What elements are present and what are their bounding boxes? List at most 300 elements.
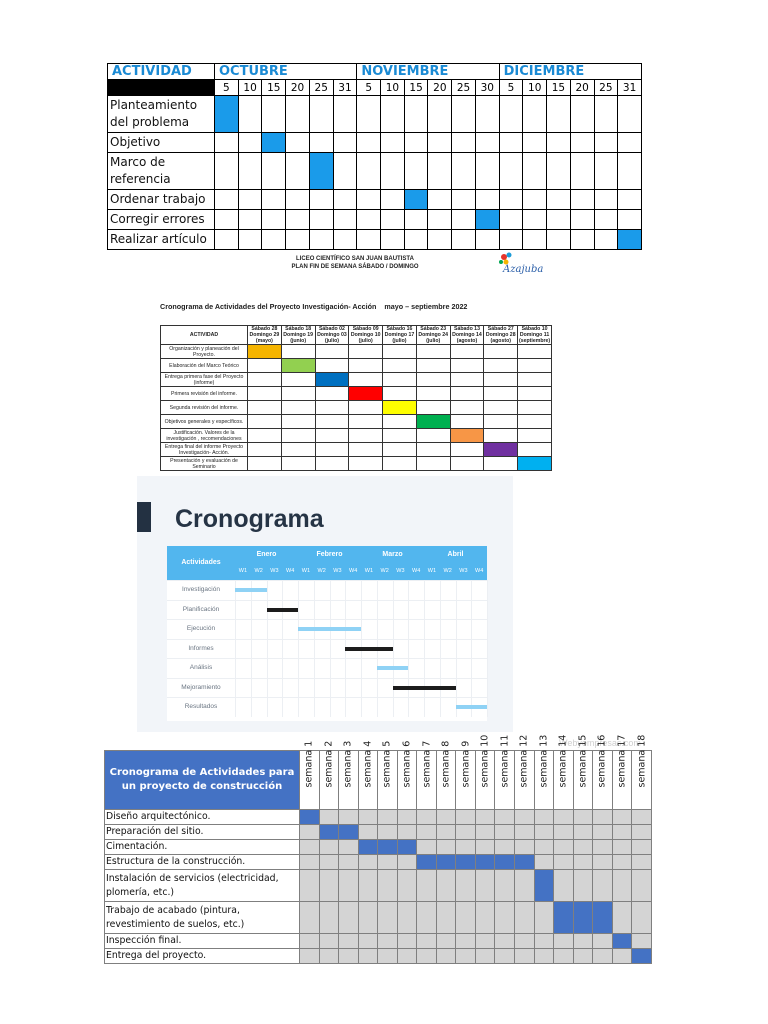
chart4-week-label: semana 16 bbox=[596, 734, 608, 787]
chart4-cell bbox=[436, 949, 456, 964]
chart2-cell bbox=[484, 387, 518, 401]
chart1-cell bbox=[333, 190, 357, 210]
chart1-cell bbox=[499, 190, 523, 210]
chart4-cell bbox=[632, 810, 652, 825]
chart1-row bbox=[108, 230, 642, 250]
chart4-cell bbox=[573, 949, 593, 964]
chart4-activity-label: Inspección final. bbox=[105, 934, 300, 949]
chart4-cell bbox=[378, 825, 398, 840]
chart3-week-label: W4 bbox=[282, 563, 298, 580]
chart4-cell bbox=[319, 870, 339, 902]
chart1-activity-label: Corregir errores bbox=[108, 210, 215, 230]
chart4-activity-label: Cimentación. bbox=[105, 840, 300, 855]
chart4-week-header bbox=[495, 734, 515, 810]
chart1-row bbox=[108, 133, 642, 153]
chart2-activity-label: Organización y planeación del Proyecto. bbox=[161, 345, 248, 359]
chart4-cell bbox=[339, 870, 359, 902]
chart1-day-label: 15 bbox=[262, 80, 286, 96]
chart1-cell bbox=[570, 190, 594, 210]
chart1-cell bbox=[286, 190, 310, 210]
chart3-week-label: W1 bbox=[298, 563, 314, 580]
chart3-bar bbox=[377, 666, 409, 670]
chart4-bar bbox=[573, 902, 593, 934]
chart4-week-label: semana 4 bbox=[362, 740, 374, 787]
chart2-cell bbox=[315, 345, 349, 359]
chart1-cell bbox=[594, 133, 618, 153]
chart1-cell bbox=[286, 230, 310, 250]
chart1-bar bbox=[404, 190, 428, 210]
chart4-week-label: semana 13 bbox=[538, 734, 550, 787]
chart4-week-label: semana 10 bbox=[479, 734, 491, 787]
chart1-activity-label: Marco de referencia bbox=[108, 153, 215, 190]
chart2-cell bbox=[248, 429, 282, 443]
chart4-week-header bbox=[417, 740, 437, 810]
chart3-week-label: W2 bbox=[440, 563, 456, 580]
chart1-cell bbox=[452, 190, 476, 210]
chart4-cell bbox=[475, 902, 495, 934]
chart4-cell bbox=[339, 810, 359, 825]
chart4-cell bbox=[436, 934, 456, 949]
chart4-week-header bbox=[534, 734, 554, 810]
chart4-cell bbox=[475, 870, 495, 902]
chart3-bar bbox=[345, 647, 392, 651]
chart4-cell bbox=[475, 934, 495, 949]
chart4-cell bbox=[593, 949, 613, 964]
chart2-cell bbox=[450, 373, 484, 387]
chart2-bar bbox=[450, 429, 484, 443]
chart1-cell bbox=[428, 230, 452, 250]
chart2-activity-label: Justificación. Valores de la investigación , recomendaciones bbox=[161, 429, 248, 443]
chart1-cell bbox=[404, 96, 428, 133]
chart4-cell bbox=[300, 840, 320, 855]
chart2-cell bbox=[484, 373, 518, 387]
chart4-bar bbox=[456, 855, 476, 870]
chart2-cell bbox=[248, 359, 282, 373]
chart3-task-label: Ejecución bbox=[186, 625, 216, 632]
chart4-cell bbox=[339, 934, 359, 949]
chart4-bar bbox=[436, 855, 456, 870]
chart3-week-label: W4 bbox=[408, 563, 424, 580]
chart2-activity-label: Entrega primera fase del Proyecto (informe) bbox=[161, 373, 248, 387]
chart4-week-header bbox=[339, 740, 359, 810]
chart4-cell bbox=[554, 870, 574, 902]
chart4-cell bbox=[573, 870, 593, 902]
chart1-cell bbox=[238, 96, 262, 133]
chart4-cell bbox=[456, 840, 476, 855]
chart1-activity-label: Realizar artículo bbox=[108, 230, 215, 250]
chart3-week-label: W3 bbox=[393, 563, 409, 580]
chart3-week-label: W2 bbox=[251, 563, 267, 580]
chart3-week-label: W1 bbox=[424, 563, 440, 580]
chart2-cell bbox=[383, 443, 417, 457]
chart1-row bbox=[108, 210, 642, 230]
chart2-cell bbox=[450, 359, 484, 373]
chart1-cell bbox=[404, 230, 428, 250]
chart2-cell bbox=[518, 345, 552, 359]
chart4-cell bbox=[475, 949, 495, 964]
chart2-bar bbox=[383, 401, 417, 415]
chart2-cell bbox=[248, 457, 282, 471]
chart3-bar bbox=[267, 608, 299, 612]
chart2-cell bbox=[349, 457, 383, 471]
chart2-column-header: Sábado 13 Domingo 14 (agosto) bbox=[450, 326, 484, 345]
chart1-cell bbox=[357, 230, 381, 250]
chart1-cell bbox=[452, 133, 476, 153]
chart1-day-label: 5 bbox=[499, 80, 523, 96]
chart1-cell bbox=[404, 153, 428, 190]
chart4-week-label: semana 17 bbox=[616, 734, 628, 787]
chart1-cell bbox=[594, 190, 618, 210]
chart3-title: Cronograma bbox=[175, 505, 324, 533]
chart4-cell bbox=[632, 840, 652, 855]
chart4-cell bbox=[632, 934, 652, 949]
chart4-week-label: semana 15 bbox=[577, 734, 589, 787]
chart3-gridline bbox=[487, 580, 488, 717]
chart2-cell bbox=[450, 387, 484, 401]
chart4-cell bbox=[495, 840, 515, 855]
chart4-cell bbox=[495, 934, 515, 949]
logo-text: Azajuba bbox=[503, 264, 544, 275]
chart4-cell bbox=[319, 855, 339, 870]
chart4-cell bbox=[417, 949, 437, 964]
chart2-row bbox=[161, 457, 552, 471]
chart3-week-label: W1 bbox=[361, 563, 377, 580]
chart1-cell bbox=[618, 96, 642, 133]
chart4-activity-label: Trabajo de acabado (pintura, revestimiento de suelos, etc.) bbox=[105, 902, 300, 934]
chart1-cell bbox=[523, 190, 547, 210]
chart1-cell bbox=[499, 96, 523, 133]
chart2-heading: Cronograma de Actividades del Proyecto Investigación- Acción mayo – septiembre 2022 bbox=[160, 302, 468, 311]
chart1-bar bbox=[618, 230, 642, 250]
chart1-cell bbox=[499, 153, 523, 190]
chart4-cell bbox=[593, 810, 613, 825]
chart1-day-label: 20 bbox=[428, 80, 452, 96]
chart2-row bbox=[161, 359, 552, 373]
chart2-row bbox=[161, 345, 552, 359]
chart4-week-header bbox=[593, 734, 613, 810]
chart1-cell bbox=[570, 96, 594, 133]
school-logo bbox=[494, 250, 544, 276]
chart1-cell bbox=[381, 230, 405, 250]
chart1-bar bbox=[262, 133, 286, 153]
chart2-column-header: Sábado 16 Domingo 17 (julio) bbox=[383, 326, 417, 345]
chart4-row bbox=[105, 810, 652, 825]
chart4-cell bbox=[515, 949, 535, 964]
chart2-cell bbox=[349, 359, 383, 373]
chart4-cell bbox=[573, 934, 593, 949]
chart1-cell bbox=[475, 96, 499, 133]
chart2-cell bbox=[484, 429, 518, 443]
chart3-month-label: Abril bbox=[424, 546, 487, 563]
chart4-cell bbox=[339, 949, 359, 964]
chart4-week-label: semana 8 bbox=[440, 740, 452, 787]
chart1-cell bbox=[523, 210, 547, 230]
chart1-cell bbox=[428, 133, 452, 153]
chart4-week-header bbox=[573, 734, 593, 810]
chart1-day-label: 15 bbox=[547, 80, 571, 96]
chart2-cell bbox=[383, 387, 417, 401]
chart2-row bbox=[161, 401, 552, 415]
chart2-cell bbox=[281, 373, 315, 387]
chart2-cell bbox=[281, 401, 315, 415]
chart2-cell bbox=[450, 345, 484, 359]
chart1-cell bbox=[238, 210, 262, 230]
chart3-gantt bbox=[167, 546, 487, 721]
chart4-cell bbox=[515, 840, 535, 855]
chart1-table bbox=[107, 63, 642, 250]
chart4-cell bbox=[319, 949, 339, 964]
chart4-cell bbox=[515, 810, 535, 825]
chart4-cell bbox=[554, 825, 574, 840]
chart1-day-label: 5 bbox=[357, 80, 381, 96]
chart4-cell bbox=[573, 810, 593, 825]
chart2-cell bbox=[349, 345, 383, 359]
chart2-cell bbox=[248, 401, 282, 415]
chart1-cell bbox=[452, 210, 476, 230]
chart1-cell bbox=[357, 133, 381, 153]
chart1-cell bbox=[570, 153, 594, 190]
chart2-cell bbox=[349, 373, 383, 387]
chart4-cell bbox=[612, 949, 632, 964]
chart1-cell bbox=[594, 153, 618, 190]
chart4-cell bbox=[534, 902, 554, 934]
chart4-cell bbox=[554, 934, 574, 949]
chart1-cell bbox=[262, 190, 286, 210]
chart1-day-label: 10 bbox=[238, 80, 262, 96]
chart4-cell bbox=[515, 934, 535, 949]
chart1-cell bbox=[215, 190, 239, 210]
chart2-cell bbox=[518, 387, 552, 401]
chart4-cell bbox=[339, 855, 359, 870]
chart2-cell bbox=[248, 415, 282, 429]
chart1-cell bbox=[333, 133, 357, 153]
chart2-cell bbox=[349, 401, 383, 415]
chart4-cell bbox=[436, 902, 456, 934]
chart1-day-label: 15 bbox=[404, 80, 428, 96]
chart4-cell bbox=[612, 902, 632, 934]
chart4-cell bbox=[378, 870, 398, 902]
chart1-month-label: OCTUBRE bbox=[215, 64, 357, 80]
chart4-bar bbox=[319, 825, 339, 840]
chart2-row bbox=[161, 415, 552, 429]
chart4-cell bbox=[319, 840, 339, 855]
chart3-month-label: Marzo bbox=[361, 546, 424, 563]
chart2-cell bbox=[315, 415, 349, 429]
chart4-week-label: semana 12 bbox=[518, 734, 530, 787]
chart4-cell bbox=[456, 934, 476, 949]
chart1-cell bbox=[452, 153, 476, 190]
chart1-cell bbox=[309, 210, 333, 230]
chart2-bar bbox=[518, 457, 552, 471]
chart1-cell bbox=[238, 230, 262, 250]
title-accent-bar bbox=[137, 502, 151, 532]
chart4-row bbox=[105, 855, 652, 870]
chart4-cell bbox=[319, 934, 339, 949]
chart2-bar bbox=[349, 387, 383, 401]
chart2-cell bbox=[281, 345, 315, 359]
chart2-cell bbox=[484, 401, 518, 415]
chart1-cell bbox=[547, 210, 571, 230]
chart4-activity-label: Diseño arquitectónico. bbox=[105, 810, 300, 825]
chart1-cell bbox=[618, 153, 642, 190]
chart1-cell bbox=[286, 153, 310, 190]
chart4-cell bbox=[573, 840, 593, 855]
chart1-cell bbox=[475, 133, 499, 153]
chart4-cell bbox=[417, 810, 437, 825]
chart2-cell bbox=[518, 401, 552, 415]
chart1-cell bbox=[381, 133, 405, 153]
chart4-cell bbox=[554, 810, 574, 825]
chart4-cell bbox=[358, 902, 378, 934]
chart2-bar bbox=[484, 443, 518, 457]
chart4-week-label: semana 3 bbox=[342, 740, 354, 787]
chart2-row bbox=[161, 429, 552, 443]
chart4-cell bbox=[378, 902, 398, 934]
chart1-cell bbox=[452, 96, 476, 133]
chart2-cell bbox=[518, 429, 552, 443]
chart1-cell bbox=[286, 96, 310, 133]
chart4-bar bbox=[593, 902, 613, 934]
chart4-cell bbox=[495, 810, 515, 825]
chart4-cell bbox=[358, 855, 378, 870]
chart4-week-header bbox=[554, 734, 574, 810]
chart4-week-label: semana 11 bbox=[499, 734, 511, 787]
chart1-cell bbox=[381, 190, 405, 210]
chart1-cell bbox=[333, 230, 357, 250]
watermark: Webyempresas.com bbox=[559, 738, 641, 748]
chart1-cell bbox=[428, 210, 452, 230]
chart1-cell bbox=[357, 190, 381, 210]
chart4-row bbox=[105, 934, 652, 949]
chart1-cell bbox=[523, 96, 547, 133]
chart1-header-label: ACTIVIDAD bbox=[108, 64, 215, 80]
chart2-cell bbox=[248, 373, 282, 387]
chart1-cell bbox=[594, 210, 618, 230]
chart1-cell bbox=[428, 96, 452, 133]
chart1-cell bbox=[357, 96, 381, 133]
chart4-cell bbox=[593, 870, 613, 902]
chart3-task-label: Planificación bbox=[182, 605, 220, 613]
chart2-cell bbox=[416, 457, 450, 471]
chart2-cell bbox=[416, 373, 450, 387]
chart4-week-header bbox=[632, 734, 652, 810]
chart1-cell bbox=[215, 133, 239, 153]
chart4-bar bbox=[612, 934, 632, 949]
chart1-cell bbox=[357, 153, 381, 190]
chart1-row bbox=[108, 190, 642, 210]
chart4-week-label: semana 2 bbox=[323, 740, 335, 787]
chart4-cell bbox=[358, 870, 378, 902]
chart2-column-header: Sábado 02 Domingo 03 (julio) bbox=[315, 326, 349, 345]
chart2-cell bbox=[383, 373, 417, 387]
chart4-cell bbox=[475, 825, 495, 840]
chart1-cell bbox=[381, 153, 405, 190]
chart1-cell bbox=[215, 153, 239, 190]
chart4-cell bbox=[515, 870, 535, 902]
chart4-cell bbox=[573, 855, 593, 870]
chart2-cell bbox=[281, 429, 315, 443]
chart2-activity-label: Primera revisión del informe. bbox=[161, 387, 248, 401]
chart3-month-label: Enero bbox=[235, 546, 298, 563]
chart4-row bbox=[105, 902, 652, 934]
chart4-bar bbox=[339, 825, 359, 840]
chart1-cell bbox=[570, 210, 594, 230]
chart2-cell bbox=[416, 359, 450, 373]
chart2-column-header: Sábado 09 Domingo 10 (julio) bbox=[349, 326, 383, 345]
chart1-day-label: 10 bbox=[381, 80, 405, 96]
chart4-cell bbox=[593, 855, 613, 870]
chart2-bar bbox=[248, 345, 282, 359]
chart4-cell bbox=[319, 902, 339, 934]
chart4-cell bbox=[436, 840, 456, 855]
chart3-task-label: Mejoramiento bbox=[181, 683, 221, 691]
chart4-cell bbox=[593, 825, 613, 840]
chart4-week-header bbox=[300, 740, 320, 810]
chart1-cell bbox=[594, 96, 618, 133]
chart1-cell bbox=[523, 153, 547, 190]
chart2-bar bbox=[315, 373, 349, 387]
chart4-activity-label: Preparación del sitio. bbox=[105, 825, 300, 840]
chart2-cell bbox=[349, 429, 383, 443]
chart4-cell bbox=[632, 855, 652, 870]
chart4-row bbox=[105, 870, 652, 902]
chart4-cell bbox=[475, 810, 495, 825]
chart1-cell bbox=[499, 230, 523, 250]
chart1-month-label: NOVIEMBRE bbox=[357, 64, 499, 80]
chart1-activity-label: Objetivo bbox=[108, 133, 215, 153]
chart4-row bbox=[105, 825, 652, 840]
chart4-cell bbox=[417, 840, 437, 855]
chart2-school-name: LICEO CIENTÍFICO SAN JUAN BAUTISTA bbox=[296, 256, 414, 262]
chart1-day-label: 20 bbox=[570, 80, 594, 96]
chart4-cell bbox=[397, 855, 417, 870]
chart2-cell bbox=[383, 415, 417, 429]
chart4-cell bbox=[554, 840, 574, 855]
chart2-cell bbox=[383, 345, 417, 359]
chart1-day-label: 31 bbox=[618, 80, 642, 96]
chart4-week-header bbox=[456, 740, 476, 810]
chart1-cell bbox=[381, 210, 405, 230]
chart1-activity-label: Ordenar trabajo bbox=[108, 190, 215, 210]
chart4-activity-label: Instalación de servicios (electricidad, plomería, etc.) bbox=[105, 870, 300, 902]
chart1-cell bbox=[215, 210, 239, 230]
chart2-column-header: Sábado 18 Domingo 19 (junio) bbox=[281, 326, 315, 345]
chart4-cell bbox=[417, 934, 437, 949]
chart4-cell bbox=[534, 855, 554, 870]
chart4-bar bbox=[397, 840, 417, 855]
chart2-row bbox=[161, 443, 552, 457]
chart4-cell bbox=[495, 949, 515, 964]
chart2-header-label: ACTIVIDAD bbox=[161, 326, 248, 345]
chart1-day-label: 30 bbox=[475, 80, 499, 96]
chart2-cell bbox=[315, 443, 349, 457]
chart4-cell bbox=[495, 825, 515, 840]
chart2-cell bbox=[518, 359, 552, 373]
chart1-cell bbox=[428, 190, 452, 210]
chart4-cell bbox=[612, 840, 632, 855]
chart1-cell bbox=[238, 153, 262, 190]
school-logo-icon bbox=[494, 250, 544, 276]
chart4-bar bbox=[358, 840, 378, 855]
chart4-cell bbox=[358, 949, 378, 964]
chart4-cell bbox=[534, 949, 554, 964]
chart2-column-header: Sábado 10 Domingo 11 (septiembre) bbox=[518, 326, 551, 344]
chart3-bar bbox=[235, 588, 267, 592]
chart2-column-header: Sábado 27 Domingo 28 (agosto) bbox=[484, 326, 518, 345]
chart1-cell bbox=[238, 133, 262, 153]
chart1-cell bbox=[547, 96, 571, 133]
chart4-week-label: semana 18 bbox=[636, 734, 648, 787]
